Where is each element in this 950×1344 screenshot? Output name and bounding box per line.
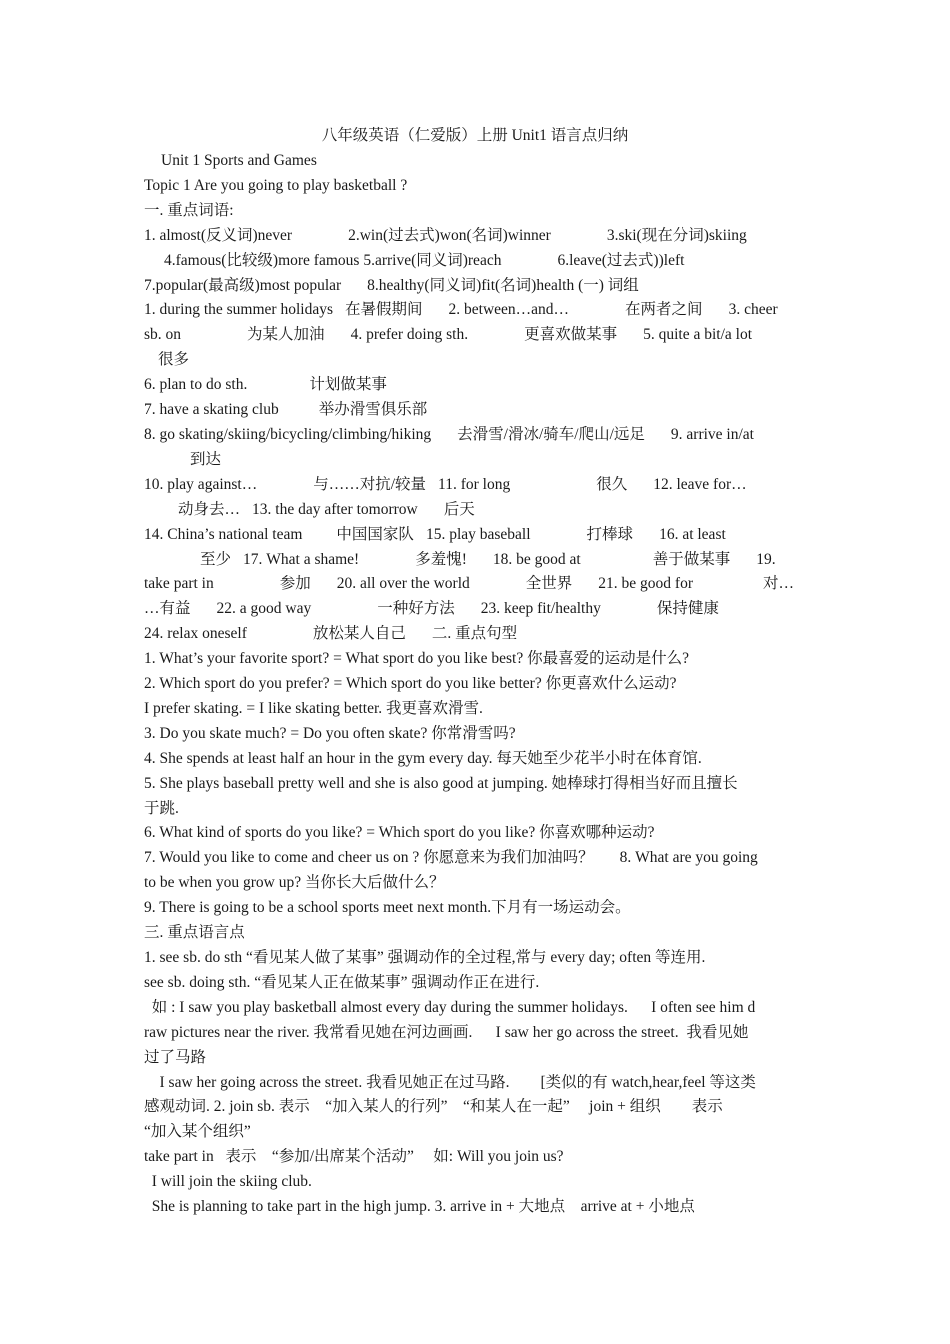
section1-heading: 一. 重点词语: [144, 201, 234, 219]
words-line-3 [144, 274, 808, 299]
phrase-19: 19. [756, 550, 776, 568]
phrase-23: 23. keep fit/healthy [480, 600, 601, 618]
sentence-5-cont: 于跳. [144, 799, 179, 817]
phrase-12: 12. leave for… [653, 475, 747, 493]
phrase-1: 1. during the summer holidays [144, 301, 333, 319]
phrase-24-cn: 放松某人自己 [312, 625, 406, 643]
phrase-18-cn: 善于做某事 [652, 550, 731, 568]
phrase-17-cn: 多羞愧! [415, 550, 467, 568]
phrase-9: 9. arrive in/at [670, 425, 754, 443]
word-2: 2.win(过去式)won(名词)winner [348, 226, 551, 244]
phrase-2-cn: 在两者之间 [625, 301, 703, 319]
phrase-21-cn: 对… [762, 575, 794, 593]
sentence-5: 5. She plays baseball pretty well and she is also good at jumping. 她棒球打得相当好而且擅长 [144, 774, 738, 792]
point-line-10: I will join the skiing club. [144, 1173, 312, 1191]
point-line-6: I saw her going across the street. 我看见她正在过马路. [类似的有 watch,hear,feel 等这类 [144, 1073, 756, 1091]
point-line-7: 感观动词. 2. join sb. 表示 “加入某人的行列” “和某人在一起” join + 组织 表示 [144, 1098, 723, 1116]
sentence-9: 9. There is going to be a school sports meet next month.下月有一场运动会。 [144, 899, 631, 917]
phrase-14-cn: 中国国家队 [336, 525, 414, 543]
phrase-3-cn: 为某人加油 [247, 326, 325, 344]
phrase-23-cn: 保持健康 [656, 600, 719, 618]
point-line-2: see sb. doing sth. “看见某人正在做某事” 强调动作正在进行. [144, 973, 540, 991]
phrase-3-cont: sb. on [144, 326, 182, 344]
phrase-4: 4. prefer doing sth. [350, 326, 469, 344]
phrase-13-cn: 后天 [443, 500, 475, 518]
phrase-22: 22. a good way [216, 600, 312, 618]
phrase-12-cn: 动身去… [178, 500, 241, 518]
phrase-line-5 [144, 398, 808, 423]
topic-heading: Topic 1 Are you going to play basketball ? [144, 176, 408, 194]
phrase-8: 8. go skating/skiing/bicycling/climbing/hiking [144, 425, 432, 443]
phrase-7-cn: 举办滑雪俱乐部 [318, 401, 428, 419]
word-3: 3.ski(现在分词)skiing [606, 226, 747, 244]
phrase-10: 10. play against… [144, 475, 258, 493]
word-1: 1. almost(反义词)never [144, 226, 293, 244]
unit-heading: Unit 1 Sports and Games [161, 152, 317, 169]
phrase-line-8 [144, 473, 808, 498]
phrase-11: 11. for long [438, 475, 511, 493]
sentence-7: 7. Would you like to come and cheer us on ? 你愿意来为我们加油吗？ [144, 849, 594, 867]
phrase-20: 20. all over the world [336, 575, 470, 593]
phrase-line-7: 到达 [190, 450, 222, 468]
sentence-3: 3. Do you skate much? = Do you often skate? 你常滑雪吗? [144, 724, 516, 742]
word-6: 6.leave(过去式))left [557, 251, 685, 269]
point-line-11: She is planning to take part in the high jump. 3. arrive in + 大地点 arrive at + 小地点 [144, 1198, 695, 1216]
word-4: 4.famous(比较级)more famous [164, 251, 360, 269]
phrase-line-1 [144, 298, 808, 323]
phrase-8-cn: 去滑雪/滑冰/骑车/爬山/远足 [457, 425, 645, 443]
phrase-2: 2. between…and… [448, 301, 570, 319]
phrase-11-cn: 很久 [596, 475, 628, 493]
phrase-19-cn: 参加 [279, 575, 311, 593]
phrase-22-cn: 一种好方法 [377, 600, 455, 618]
phrase-line-14 [144, 622, 808, 647]
phrase-line-12 [144, 572, 808, 597]
phrase-line-3: 很多 [158, 351, 190, 369]
point-line-9: take part in 表示 “参加/出席某个活动” 如: Will you join us? [144, 1148, 564, 1166]
phrase-line-11 [144, 548, 808, 573]
phrase-line-9 [144, 498, 808, 523]
section3-heading: 三. 重点语言点 [144, 924, 245, 942]
phrase-21-cn-cont: …有益 [144, 600, 191, 618]
sentence-2: 2. Which sport do you prefer? = Which sport do you like better? 你更喜欢什么运动? [144, 675, 677, 693]
phrase-1-cn: 在暑假期间 [345, 301, 423, 319]
sentence-2b: I prefer skating. = I like skating better. 我更喜欢滑雪. [144, 699, 483, 717]
phrase-18: 18. be good at [492, 550, 581, 568]
phrase-5: 5. quite a bit/a lot [643, 326, 753, 344]
phrase-16: 16. at least [659, 525, 726, 543]
phrase-24: 24. relax oneself [144, 625, 247, 643]
phrase-15-cn: 打棒球 [586, 525, 634, 543]
phrase-4-cn: 更喜欢做某事 [524, 326, 618, 344]
phrase-15: 15. play baseball [425, 525, 531, 543]
sentence-8: 8. What are you going [619, 849, 758, 867]
phrase-line-13 [144, 597, 808, 622]
phrase-line-6 [144, 423, 808, 448]
point-line-8: “加入某个组织” [144, 1123, 251, 1141]
phrase-line-10 [144, 523, 808, 548]
word-5: 5.arrive(同义词)reach [363, 251, 502, 269]
sentence-6: 6. What kind of sports do you like? = Which sport do you like? 你喜欢哪种运动? [144, 824, 655, 842]
document-title: 八年级英语（仁爱版）上册 Unit1 语言点归纳 [321, 127, 629, 144]
phrase-19-cont: take part in [144, 575, 214, 593]
document-body [144, 149, 808, 1220]
phrase-subheading: (一) 词组 [578, 276, 639, 294]
words-line-2 [144, 249, 808, 274]
point-line-1: 1. see sb. do sth “看见某人做了某事” 强调动作的全过程,常与 every day; often 等连用. [144, 949, 706, 966]
phrase-3: 3. cheer [728, 301, 778, 319]
phrase-7: 7. have a skating club [144, 401, 279, 419]
phrase-6: 6. plan to do sth. [144, 376, 248, 394]
phrase-17: 17. What a shame! [243, 550, 360, 568]
phrase-10-cn: 与……对抗/较量 [313, 475, 427, 493]
section2-heading: 二. 重点句型 [431, 625, 518, 643]
point-line-3: 如 : I saw you play basketball almost every day during the summer holidays. I often see him d [144, 998, 756, 1016]
word-7: 7.popular(最高级)most popular [144, 276, 342, 294]
phrase-21: 21. be good for [598, 575, 693, 593]
sentence-4: 4. She spends at least half an hour in the gym every day. 每天她至少花半小时在体育馆. [144, 749, 702, 767]
phrase-14: 14. China’s national team [144, 525, 303, 543]
phrase-16-cn: 至少 [200, 550, 232, 568]
phrase-line-2 [144, 323, 808, 348]
phrase-6-cn: 计划做某事 [309, 376, 387, 394]
phrase-20-cn: 全世界 [525, 575, 573, 593]
sentence-8-cont: to be when you grow up? 当你长大后做什么？ [144, 874, 445, 892]
sentence-1: 1. What’s your favorite sport? = What sport do you like best? 你最喜爱的运动是什么? [144, 650, 689, 668]
point-line-4: raw pictures near the river. 我常看见她在河边画画. I saw her go across the street. 我看见她 [144, 1023, 749, 1041]
words-line-1 [144, 224, 808, 249]
phrase-13: 13. the day after tomorrow [252, 500, 418, 518]
word-8: 8.healthy(同义词)fit(名词)health [367, 276, 575, 294]
point-line-5: 过了马路 [144, 1048, 207, 1066]
sentence-7-8 [144, 846, 808, 871]
phrase-line-4 [144, 373, 808, 398]
